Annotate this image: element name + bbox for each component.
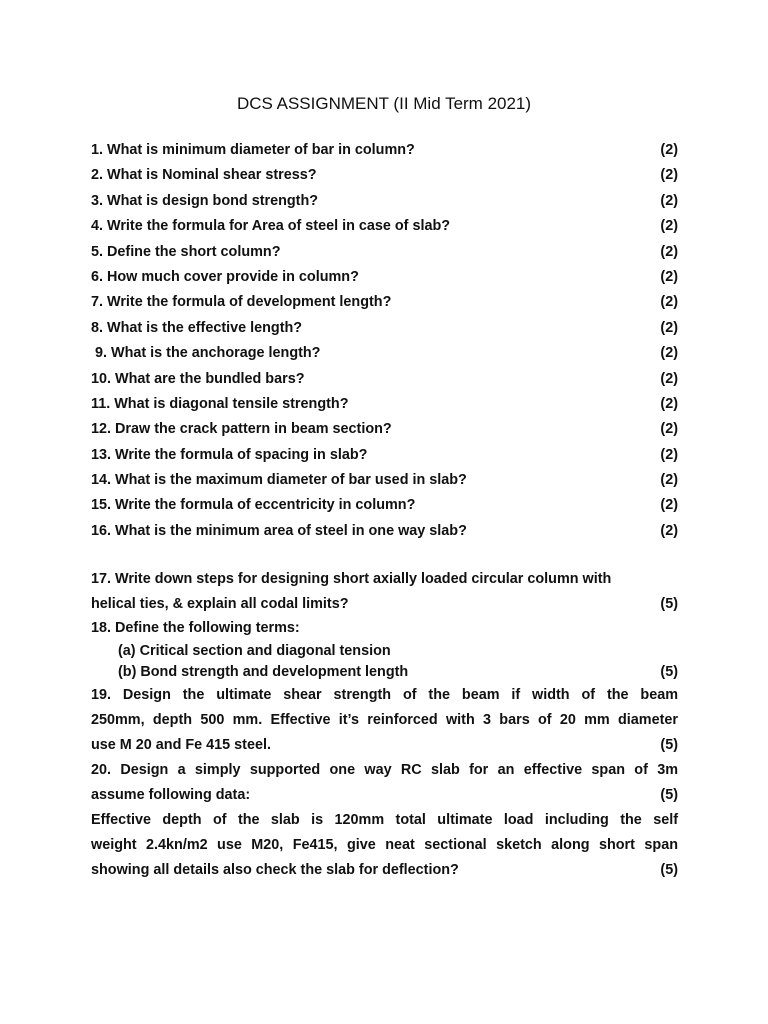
question-text: 15. Write the formula of eccentricity in column?	[91, 497, 416, 514]
question-19-line-1: 19. Design the ultimate shear strength of the beam if width of the beam	[91, 686, 678, 703]
question-row	[91, 265, 678, 290]
question-row	[91, 468, 678, 493]
question-text: helical ties, & explain all codal limits?	[91, 595, 349, 612]
question-marks: (2)	[660, 142, 678, 158]
question-marks: (2)	[660, 294, 678, 311]
question-text: 13. Write the formula of spacing in slab?	[91, 446, 368, 463]
question-text: use M 20 and Fe 415 steel.	[91, 736, 271, 753]
question-20-line-4: weight 2.4kn/m2 use M20, Fe415, give neat sectional sketch along short span	[91, 836, 678, 853]
question-marks: (2)	[660, 243, 678, 260]
question-marks: (2)	[660, 446, 678, 463]
question-text: 6. How much cover provide in column?	[91, 268, 359, 285]
question-marks: (5)	[660, 736, 678, 753]
question-marks: (5)	[660, 595, 678, 612]
question-marks: (2)	[660, 370, 678, 387]
question-row	[91, 392, 678, 417]
question-marks: (2)	[660, 192, 678, 209]
question-marks: (2)	[660, 421, 678, 438]
question-row	[91, 367, 678, 392]
question-marks: (2)	[660, 522, 678, 539]
sub-item-text: (a) Critical section and diagonal tension	[118, 642, 391, 659]
question-row	[91, 290, 678, 315]
sub-item-text: (b) Bond strength and development length	[118, 663, 409, 680]
question-marks: (5)	[660, 786, 678, 803]
short-question-list	[91, 138, 678, 544]
question-20-line-1: 20. Design a simply supported one way RC slab for an effective span of 3m	[91, 761, 678, 778]
question-text: 2. What is Nominal shear stress?	[91, 167, 317, 184]
question-20-line-3: Effective depth of the slab is 120mm total ultimate load including the self	[91, 811, 678, 828]
question-row	[91, 341, 678, 366]
question-marks: (2)	[660, 472, 678, 489]
question-17-line-1	[91, 567, 678, 592]
question-text: showing all details also check the slab for deflection?	[91, 861, 459, 878]
question-text: 10. What are the bundled bars?	[91, 370, 305, 387]
question-marks: (2)	[660, 395, 678, 412]
question-20-line-5	[91, 858, 678, 883]
question-text: 16. What is the minimum area of steel in one way slab?	[91, 522, 467, 539]
question-19-line-2: 250mm, depth 500 mm. Effective it’s reinforced with 3 bars of 20 mm diameter	[91, 711, 678, 728]
question-17-line-2	[91, 592, 678, 617]
question-text: 12. Draw the crack pattern in beam section?	[91, 421, 392, 438]
question-row	[91, 493, 678, 518]
question-text: 14. What is the maximum diameter of bar used in slab?	[91, 472, 467, 489]
question-text: assume following data:	[91, 786, 251, 803]
question-19-line-3	[91, 733, 678, 758]
question-text: 7. Write the formula of development length?	[91, 294, 392, 311]
question-marks: (5)	[660, 663, 678, 680]
question-text: 1. What is minimum diameter of bar in column?	[91, 142, 415, 158]
question-text: 3. What is design bond strength?	[91, 192, 319, 209]
question-row	[91, 443, 678, 468]
question-marks: (2)	[660, 497, 678, 514]
question-row	[91, 138, 678, 163]
question-row	[91, 519, 678, 544]
question-row	[91, 163, 678, 188]
question-marks: (2)	[660, 268, 678, 285]
page-title: DCS ASSIGNMENT (II Mid Term 2021)	[236, 94, 532, 113]
question-text: 18. Define the following terms:	[91, 620, 300, 636]
question-text: 8. What is the effective length?	[91, 319, 303, 336]
question-text: 11. What is diagonal tensile strength?	[91, 395, 349, 412]
question-18-item-a	[91, 641, 678, 662]
question-marks: (2)	[660, 167, 678, 184]
question-18-item-b	[91, 662, 678, 683]
long-question-list	[91, 567, 678, 883]
question-row	[91, 240, 678, 265]
question-text: 5. Define the short column?	[91, 243, 281, 260]
question-20-line-2	[91, 783, 678, 808]
question-text: 4. Write the formula for Area of steel in case of slab?	[91, 218, 451, 235]
question-marks: (2)	[660, 345, 678, 362]
question-marks: (5)	[660, 861, 678, 878]
question-marks: (2)	[660, 218, 678, 235]
question-18-heading	[91, 616, 678, 641]
question-text: 17. Write down steps for designing short axially loaded circular column with	[91, 571, 612, 587]
question-row	[91, 214, 678, 239]
question-marks: (2)	[660, 319, 678, 336]
question-text: 9. What is the anchorage length?	[91, 345, 321, 362]
question-row	[91, 316, 678, 341]
question-row	[91, 417, 678, 442]
question-row	[91, 189, 678, 214]
